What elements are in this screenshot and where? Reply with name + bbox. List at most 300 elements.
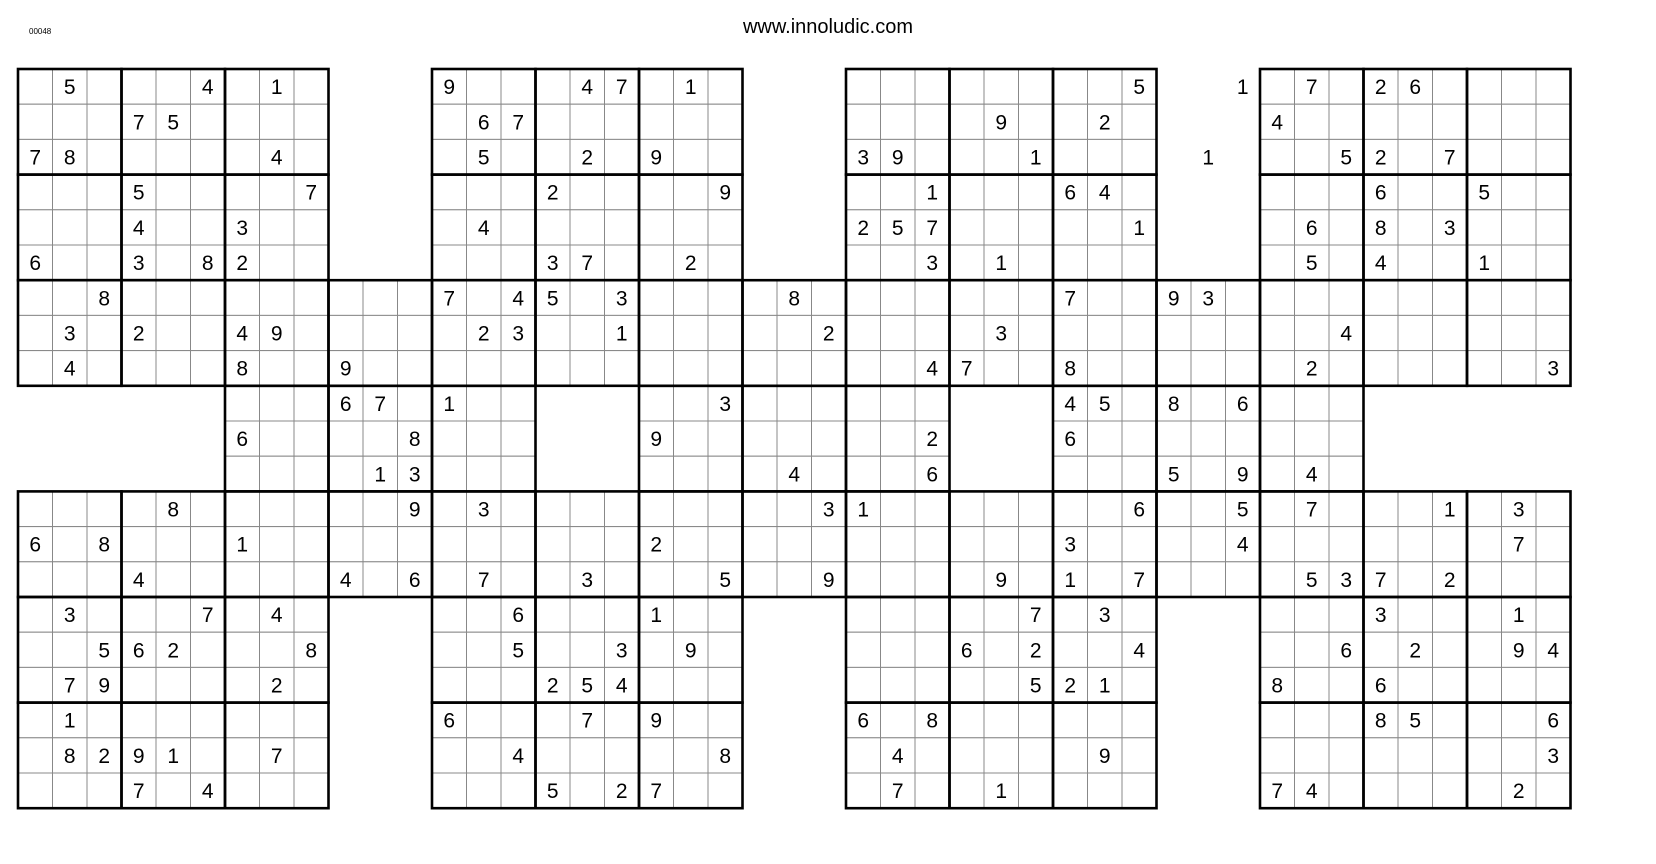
sudoku-cell[interactable] (708, 69, 743, 104)
sudoku-cell[interactable] (536, 139, 571, 174)
sudoku-cell[interactable] (1433, 104, 1468, 139)
sudoku-cell[interactable] (1433, 351, 1468, 386)
sudoku-cell[interactable] (225, 632, 260, 667)
sudoku-cell[interactable] (984, 351, 1019, 386)
sudoku-cell[interactable] (156, 562, 191, 597)
sudoku-cell[interactable] (1364, 527, 1399, 562)
sudoku-cell[interactable] (881, 527, 916, 562)
sudoku-cell[interactable] (225, 491, 260, 526)
sudoku-cell[interactable] (639, 386, 674, 421)
sudoku-cell[interactable] (1536, 527, 1571, 562)
sudoku-cell[interactable] (260, 351, 295, 386)
sudoku-cell[interactable] (639, 315, 674, 350)
sudoku-cell[interactable] (674, 562, 709, 597)
sudoku-cell[interactable] (467, 632, 502, 667)
sudoku-cell[interactable] (708, 527, 743, 562)
sudoku-cell[interactable] (1122, 245, 1157, 280)
sudoku-cell[interactable] (1502, 315, 1537, 350)
sudoku-cell[interactable] (53, 210, 88, 245)
sudoku-cell[interactable] (1088, 773, 1123, 808)
sudoku-cell[interactable] (1467, 210, 1502, 245)
sudoku-cell[interactable] (1467, 632, 1502, 667)
sudoku-cell[interactable] (1398, 245, 1433, 280)
sudoku-cell[interactable] (1467, 315, 1502, 350)
sudoku-cell[interactable] (18, 703, 53, 738)
sudoku-cell[interactable] (570, 773, 605, 808)
sudoku-cell[interactable] (225, 738, 260, 773)
sudoku-cell[interactable] (1329, 703, 1364, 738)
sudoku-cell[interactable] (846, 632, 881, 667)
sudoku-cell[interactable] (156, 245, 191, 280)
sudoku-cell[interactable] (1329, 597, 1364, 632)
sudoku-cell[interactable] (1122, 421, 1157, 456)
sudoku-cell[interactable] (1157, 421, 1192, 456)
sudoku-cell[interactable] (881, 562, 916, 597)
sudoku-cell[interactable] (156, 315, 191, 350)
sudoku-cell[interactable] (501, 210, 536, 245)
sudoku-cell[interactable] (363, 315, 398, 350)
sudoku-cell[interactable] (501, 69, 536, 104)
sudoku-cell[interactable] (432, 175, 467, 210)
sudoku-cell[interactable] (639, 738, 674, 773)
sudoku-cell[interactable] (156, 703, 191, 738)
sudoku-cell[interactable] (846, 280, 881, 315)
sudoku-cell[interactable] (674, 773, 709, 808)
sudoku-cell[interactable] (191, 632, 226, 667)
sudoku-cell[interactable] (156, 210, 191, 245)
sudoku-cell[interactable] (570, 104, 605, 139)
sudoku-cell[interactable] (1364, 351, 1399, 386)
sudoku-cell[interactable] (743, 456, 778, 491)
sudoku-cell[interactable] (156, 773, 191, 808)
sudoku-cell[interactable] (294, 69, 329, 104)
sudoku-cell[interactable] (1088, 245, 1123, 280)
sudoku-cell[interactable] (1260, 632, 1295, 667)
sudoku-cell[interactable] (18, 351, 53, 386)
sudoku-cell[interactable] (1433, 245, 1468, 280)
sudoku-cell[interactable] (432, 738, 467, 773)
sudoku-cell[interactable] (294, 562, 329, 597)
sudoku-cell[interactable] (1260, 280, 1295, 315)
sudoku-cell[interactable] (432, 562, 467, 597)
sudoku-cell[interactable] (605, 245, 640, 280)
sudoku-cell[interactable] (432, 597, 467, 632)
sudoku-cell[interactable] (18, 315, 53, 350)
sudoku-cell[interactable] (260, 491, 295, 526)
sudoku-cell[interactable] (846, 69, 881, 104)
sudoku-cell[interactable] (881, 175, 916, 210)
sudoku-cell[interactable] (87, 139, 122, 174)
sudoku-cell[interactable] (1260, 69, 1295, 104)
sudoku-cell[interactable] (984, 667, 1019, 702)
sudoku-cell[interactable] (536, 491, 571, 526)
sudoku-cell[interactable] (1467, 280, 1502, 315)
sudoku-cell[interactable] (1226, 315, 1261, 350)
sudoku-cell[interactable] (1364, 104, 1399, 139)
sudoku-cell[interactable] (1329, 456, 1364, 491)
sudoku-cell[interactable] (674, 738, 709, 773)
sudoku-cell[interactable] (1295, 386, 1330, 421)
sudoku-cell[interactable] (87, 175, 122, 210)
sudoku-cell[interactable] (950, 210, 985, 245)
sudoku-cell[interactable] (1260, 562, 1295, 597)
sudoku-cell[interactable] (1019, 351, 1054, 386)
sudoku-cell[interactable] (1536, 667, 1571, 702)
sudoku-cell[interactable] (846, 597, 881, 632)
sudoku-cell[interactable] (1329, 738, 1364, 773)
sudoku-cell[interactable] (708, 139, 743, 174)
sudoku-cell[interactable] (777, 562, 812, 597)
sudoku-cell[interactable] (1088, 351, 1123, 386)
sudoku-cell[interactable] (846, 386, 881, 421)
sudoku-cell[interactable] (570, 210, 605, 245)
sudoku-cell[interactable] (1433, 597, 1468, 632)
sudoku-cell[interactable] (363, 421, 398, 456)
sudoku-cell[interactable] (1260, 210, 1295, 245)
sudoku-cell[interactable] (984, 597, 1019, 632)
sudoku-cell[interactable] (1536, 69, 1571, 104)
sudoku-cell[interactable] (260, 456, 295, 491)
sudoku-cell[interactable] (156, 597, 191, 632)
sudoku-cell[interactable] (1191, 351, 1226, 386)
sudoku-cell[interactable] (1226, 421, 1261, 456)
sudoku-cell[interactable] (915, 527, 950, 562)
sudoku-cell[interactable] (18, 773, 53, 808)
sudoku-cell[interactable] (1502, 210, 1537, 245)
sudoku-cell[interactable] (467, 175, 502, 210)
sudoku-cell[interactable] (812, 456, 847, 491)
sudoku-cell[interactable] (1191, 315, 1226, 350)
sudoku-cell[interactable] (950, 245, 985, 280)
sudoku-cell[interactable] (674, 527, 709, 562)
sudoku-cell[interactable] (1433, 738, 1468, 773)
sudoku-cell[interactable] (1467, 139, 1502, 174)
sudoku-cell[interactable] (708, 104, 743, 139)
sudoku-cell[interactable] (1260, 351, 1295, 386)
sudoku-cell[interactable] (1053, 491, 1088, 526)
sudoku-cell[interactable] (1329, 280, 1364, 315)
sudoku-cell[interactable] (1398, 491, 1433, 526)
sudoku-cell[interactable] (812, 527, 847, 562)
sudoku-cell[interactable] (260, 104, 295, 139)
sudoku-cell[interactable] (87, 69, 122, 104)
sudoku-cell[interactable] (881, 386, 916, 421)
sudoku-cell[interactable] (846, 104, 881, 139)
sudoku-cell[interactable] (1295, 703, 1330, 738)
sudoku-cell[interactable] (984, 210, 1019, 245)
sudoku-cell[interactable] (950, 703, 985, 738)
sudoku-cell[interactable] (432, 210, 467, 245)
sudoku-cell[interactable] (156, 351, 191, 386)
sudoku-cell[interactable] (536, 104, 571, 139)
sudoku-cell[interactable] (570, 315, 605, 350)
sudoku-cell[interactable] (536, 597, 571, 632)
sudoku-cell[interactable] (915, 386, 950, 421)
sudoku-cell[interactable] (639, 69, 674, 104)
sudoku-cell[interactable] (53, 491, 88, 526)
sudoku-cell[interactable] (674, 280, 709, 315)
sudoku-cell[interactable] (53, 527, 88, 562)
sudoku-cell[interactable] (1019, 315, 1054, 350)
sudoku-cell[interactable] (1191, 491, 1226, 526)
sudoku-cell[interactable] (432, 421, 467, 456)
sudoku-cell[interactable] (1122, 667, 1157, 702)
sudoku-cell[interactable] (984, 703, 1019, 738)
sudoku-cell[interactable] (1122, 597, 1157, 632)
sudoku-cell[interactable] (605, 210, 640, 245)
sudoku-cell[interactable] (950, 667, 985, 702)
sudoku-cell[interactable] (122, 351, 157, 386)
sudoku-cell[interactable] (1329, 210, 1364, 245)
sudoku-cell[interactable] (1019, 738, 1054, 773)
sudoku-cell[interactable] (18, 562, 53, 597)
sudoku-cell[interactable] (1260, 456, 1295, 491)
sudoku-cell[interactable] (398, 351, 433, 386)
sudoku-cell[interactable] (398, 386, 433, 421)
sudoku-cell[interactable] (674, 703, 709, 738)
sudoku-cell[interactable] (984, 491, 1019, 526)
sudoku-cell[interactable] (18, 597, 53, 632)
sudoku-cell[interactable] (1157, 315, 1192, 350)
sudoku-cell[interactable] (536, 703, 571, 738)
sudoku-cell[interactable] (1295, 667, 1330, 702)
sudoku-cell[interactable] (1122, 738, 1157, 773)
sudoku-cell[interactable] (708, 280, 743, 315)
sudoku-cell[interactable] (1053, 773, 1088, 808)
sudoku-cell[interactable] (1053, 632, 1088, 667)
sudoku-cell[interactable] (1398, 597, 1433, 632)
sudoku-cell[interactable] (708, 597, 743, 632)
sudoku-cell[interactable] (1295, 280, 1330, 315)
sudoku-cell[interactable] (122, 491, 157, 526)
sudoku-cell[interactable] (1536, 280, 1571, 315)
sudoku-cell[interactable] (1467, 69, 1502, 104)
sudoku-cell[interactable] (467, 69, 502, 104)
sudoku-cell[interactable] (87, 597, 122, 632)
sudoku-cell[interactable] (881, 245, 916, 280)
sudoku-cell[interactable] (329, 421, 364, 456)
sudoku-cell[interactable] (467, 245, 502, 280)
sudoku-cell[interactable] (294, 386, 329, 421)
sudoku-cell[interactable] (1398, 351, 1433, 386)
sudoku-cell[interactable] (570, 527, 605, 562)
sudoku-cell[interactable] (674, 351, 709, 386)
sudoku-cell[interactable] (570, 738, 605, 773)
sudoku-cell[interactable] (536, 738, 571, 773)
sudoku-cell[interactable] (1019, 491, 1054, 526)
sudoku-cell[interactable] (467, 456, 502, 491)
sudoku-cell[interactable] (1122, 139, 1157, 174)
sudoku-cell[interactable] (1433, 315, 1468, 350)
sudoku-cell[interactable] (570, 351, 605, 386)
sudoku-cell[interactable] (432, 456, 467, 491)
sudoku-cell[interactable] (501, 773, 536, 808)
sudoku-cell[interactable] (260, 632, 295, 667)
sudoku-cell[interactable] (708, 632, 743, 667)
sudoku-cell[interactable] (294, 456, 329, 491)
sudoku-cell[interactable] (432, 773, 467, 808)
sudoku-cell[interactable] (53, 175, 88, 210)
sudoku-cell[interactable] (881, 456, 916, 491)
sudoku-cell[interactable] (605, 703, 640, 738)
sudoku-cell[interactable] (1467, 667, 1502, 702)
sudoku-cell[interactable] (1398, 315, 1433, 350)
sudoku-cell[interactable] (984, 69, 1019, 104)
sudoku-cell[interactable] (846, 315, 881, 350)
sudoku-cell[interactable] (225, 280, 260, 315)
sudoku-cell[interactable] (18, 632, 53, 667)
sudoku-cell[interactable] (1019, 773, 1054, 808)
sudoku-cell[interactable] (53, 773, 88, 808)
sudoku-cell[interactable] (467, 386, 502, 421)
sudoku-cell[interactable] (846, 421, 881, 456)
sudoku-cell[interactable] (674, 210, 709, 245)
sudoku-cell[interactable] (1536, 245, 1571, 280)
sudoku-cell[interactable] (1260, 245, 1295, 280)
sudoku-cell[interactable] (605, 139, 640, 174)
sudoku-cell[interactable] (1536, 315, 1571, 350)
sudoku-cell[interactable] (984, 632, 1019, 667)
sudoku-cell[interactable] (674, 421, 709, 456)
sudoku-cell[interactable] (950, 139, 985, 174)
sudoku-cell[interactable] (1053, 456, 1088, 491)
sudoku-cell[interactable] (1260, 597, 1295, 632)
sudoku-cell[interactable] (536, 210, 571, 245)
sudoku-cell[interactable] (1122, 703, 1157, 738)
sudoku-cell[interactable] (1260, 315, 1295, 350)
sudoku-cell[interactable] (1053, 210, 1088, 245)
sudoku-cell[interactable] (639, 280, 674, 315)
sudoku-cell[interactable] (87, 773, 122, 808)
sudoku-cell[interactable] (1329, 351, 1364, 386)
sudoku-cell[interactable] (156, 667, 191, 702)
sudoku-cell[interactable] (639, 245, 674, 280)
sudoku-cell[interactable] (570, 175, 605, 210)
sudoku-cell[interactable] (1260, 491, 1295, 526)
sudoku-cell[interactable] (743, 315, 778, 350)
sudoku-cell[interactable] (1122, 280, 1157, 315)
sudoku-cell[interactable] (846, 667, 881, 702)
sudoku-cell[interactable] (1433, 703, 1468, 738)
sudoku-cell[interactable] (1260, 527, 1295, 562)
sudoku-cell[interactable] (1088, 632, 1123, 667)
sudoku-cell[interactable] (225, 667, 260, 702)
sudoku-cell[interactable] (639, 175, 674, 210)
sudoku-cell[interactable] (1122, 456, 1157, 491)
sudoku-cell[interactable] (191, 175, 226, 210)
sudoku-cell[interactable] (915, 280, 950, 315)
sudoku-cell[interactable] (1502, 139, 1537, 174)
sudoku-cell[interactable] (1260, 421, 1295, 456)
sudoku-cell[interactable] (398, 527, 433, 562)
sudoku-cell[interactable] (467, 667, 502, 702)
sudoku-cell[interactable] (743, 386, 778, 421)
sudoku-cell[interactable] (1088, 562, 1123, 597)
sudoku-cell[interactable] (260, 210, 295, 245)
sudoku-cell[interactable] (467, 421, 502, 456)
sudoku-cell[interactable] (156, 69, 191, 104)
sudoku-cell[interactable] (1019, 703, 1054, 738)
sudoku-cell[interactable] (708, 703, 743, 738)
sudoku-cell[interactable] (1329, 491, 1364, 526)
sudoku-cell[interactable] (1088, 703, 1123, 738)
sudoku-cell[interactable] (915, 597, 950, 632)
sudoku-cell[interactable] (846, 351, 881, 386)
sudoku-cell[interactable] (501, 245, 536, 280)
sudoku-cell[interactable] (605, 175, 640, 210)
sudoku-cell[interactable] (18, 667, 53, 702)
sudoku-cell[interactable] (950, 491, 985, 526)
sudoku-cell[interactable] (432, 315, 467, 350)
sudoku-cell[interactable] (18, 491, 53, 526)
sudoku-cell[interactable] (846, 738, 881, 773)
sudoku-cell[interactable] (915, 104, 950, 139)
sudoku-cell[interactable] (1019, 175, 1054, 210)
sudoku-cell[interactable] (1329, 175, 1364, 210)
sudoku-cell[interactable] (501, 527, 536, 562)
sudoku-cell[interactable] (881, 280, 916, 315)
sudoku-cell[interactable] (294, 597, 329, 632)
sudoku-cell[interactable] (294, 210, 329, 245)
sudoku-cell[interactable] (708, 210, 743, 245)
sudoku-cell[interactable] (329, 315, 364, 350)
sudoku-cell[interactable] (1295, 597, 1330, 632)
sudoku-cell[interactable] (846, 527, 881, 562)
sudoku-cell[interactable] (1433, 527, 1468, 562)
sudoku-cell[interactable] (1088, 315, 1123, 350)
sudoku-cell[interactable] (777, 315, 812, 350)
sudoku-cell[interactable] (260, 175, 295, 210)
sudoku-cell[interactable] (225, 562, 260, 597)
sudoku-cell[interactable] (1088, 491, 1123, 526)
sudoku-cell[interactable] (881, 104, 916, 139)
sudoku-cell[interactable] (536, 562, 571, 597)
sudoku-cell[interactable] (639, 210, 674, 245)
sudoku-cell[interactable] (225, 69, 260, 104)
sudoku-cell[interactable] (639, 667, 674, 702)
sudoku-cell[interactable] (1053, 104, 1088, 139)
sudoku-cell[interactable] (1536, 597, 1571, 632)
sudoku-cell[interactable] (87, 703, 122, 738)
sudoku-cell[interactable] (1536, 210, 1571, 245)
sudoku-cell[interactable] (950, 280, 985, 315)
sudoku-cell[interactable] (1364, 632, 1399, 667)
sudoku-cell[interactable] (122, 139, 157, 174)
sudoku-cell[interactable] (260, 386, 295, 421)
sudoku-cell[interactable] (501, 421, 536, 456)
sudoku-cell[interactable] (294, 491, 329, 526)
sudoku-cell[interactable] (87, 245, 122, 280)
sudoku-cell[interactable] (53, 280, 88, 315)
sudoku-cell[interactable] (225, 175, 260, 210)
sudoku-cell[interactable] (674, 456, 709, 491)
sudoku-cell[interactable] (1398, 562, 1433, 597)
sudoku-cell[interactable] (812, 280, 847, 315)
sudoku-cell[interactable] (984, 280, 1019, 315)
sudoku-cell[interactable] (1088, 69, 1123, 104)
sudoku-cell[interactable] (122, 703, 157, 738)
sudoku-cell[interactable] (1019, 562, 1054, 597)
sudoku-cell[interactable] (156, 139, 191, 174)
sudoku-cell[interactable] (812, 351, 847, 386)
sudoku-cell[interactable] (1053, 597, 1088, 632)
sudoku-cell[interactable] (743, 491, 778, 526)
sudoku-cell[interactable] (674, 386, 709, 421)
sudoku-cell[interactable] (536, 527, 571, 562)
sudoku-cell[interactable] (294, 667, 329, 702)
sudoku-cell[interactable] (950, 175, 985, 210)
sudoku-cell[interactable] (674, 175, 709, 210)
